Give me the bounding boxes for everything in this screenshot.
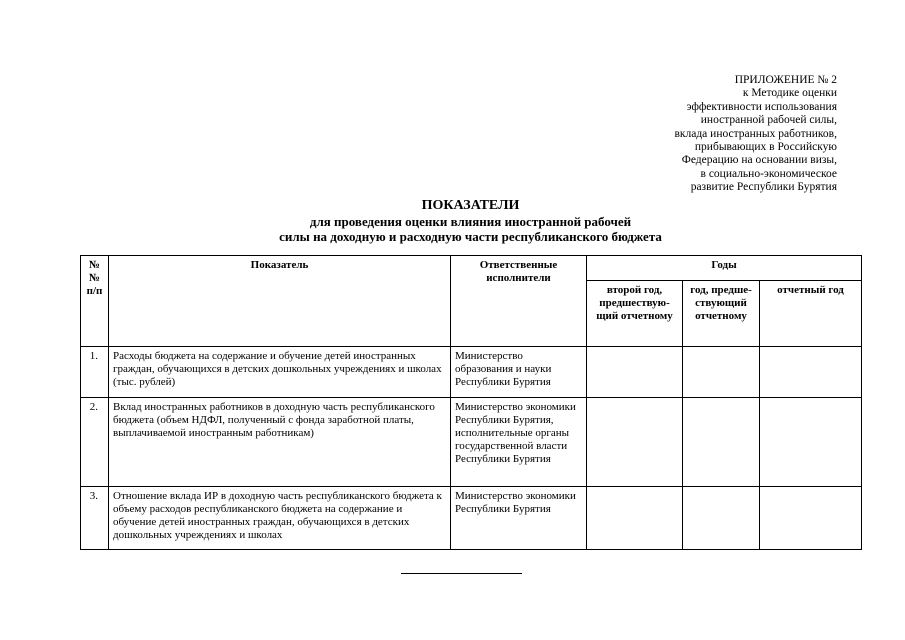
appendix-line: иностранной рабочей силы, [700, 114, 837, 127]
row-year1-value [587, 347, 683, 398]
appendix-line: прибывающих в Российскую [694, 141, 837, 154]
appendix-line: к Методике оценки [742, 87, 837, 100]
row-year1-value [587, 398, 683, 487]
row-year1-value [587, 487, 683, 550]
header-responsible: Ответственные исполнители [451, 256, 587, 347]
appendix-line: развитие Республики Бурятия [690, 181, 837, 194]
header-year-prior: год, предше-ствующий отчетному [683, 281, 760, 347]
appendix-line: Федерацию на основании визы, [681, 154, 837, 167]
row-responsible: Министерство экономики Республики Бурятия [451, 487, 587, 550]
header-year-second-prior: второй год, предшествую-щий отчетному [587, 281, 683, 347]
appendix-header [577, 74, 837, 195]
title-main: ПОКАЗАТЕЛИ [421, 198, 520, 213]
row-responsible: Министерство образования и науки Республики Бурятия [451, 347, 587, 398]
row-indicator: Вклад иностранных работников в доходную часть республиканского бюджета (объем НДФЛ, полученный с фонда заработной платы, выплачиваемой иностранным работникам) [109, 398, 451, 487]
document-title [80, 198, 861, 244]
header-years: Годы [587, 256, 862, 281]
header-num: №№ п/п [81, 256, 109, 347]
appendix-line: вклада иностранных работников, [674, 127, 837, 140]
header-indicator: Показатель [109, 256, 451, 347]
row-year3-value [760, 347, 862, 398]
row-year2-value [683, 398, 760, 487]
title-subtitle-line1: для проведения оценки влияния иностранной рабочей [309, 214, 632, 229]
title-subtitle-line2: силы на доходную и расходную части республиканского бюджета [279, 229, 662, 244]
table-row [81, 347, 862, 398]
footnote-separator [401, 573, 522, 574]
row-num: 3. [81, 487, 109, 550]
row-year3-value [760, 398, 862, 487]
appendix-line: эффективности использования [686, 100, 837, 113]
row-indicator: Отношение вклада ИР в доходную часть республиканского бюджета к объему расходов республиканского бюджета на содержание и обучение детей иностранных граждан, обучающихся в детских дошкольных учреждениях и школах [109, 487, 451, 550]
row-num: 1. [81, 347, 109, 398]
indicators-table [80, 255, 862, 550]
row-year2-value [683, 487, 760, 550]
appendix-line: ПРИЛОЖЕНИЕ № 2 [734, 74, 837, 86]
appendix-line: в социально-экономическое [700, 167, 837, 180]
row-indicator: Расходы бюджета на содержание и обучение детей иностранных граждан, обучающихся в детских дошкольных учреждениях и школах (тыс. рублей) [109, 347, 451, 398]
row-num: 2. [81, 398, 109, 487]
table-row [81, 487, 862, 550]
header-year-reporting: отчетный год [760, 281, 862, 347]
table-row [81, 398, 862, 487]
table-header-row [81, 256, 862, 281]
row-year3-value [760, 487, 862, 550]
row-year2-value [683, 347, 760, 398]
row-responsible: Министерство экономики Республики Бурятия, исполнительные органы государственной власти Республики Бурятия [451, 398, 587, 487]
